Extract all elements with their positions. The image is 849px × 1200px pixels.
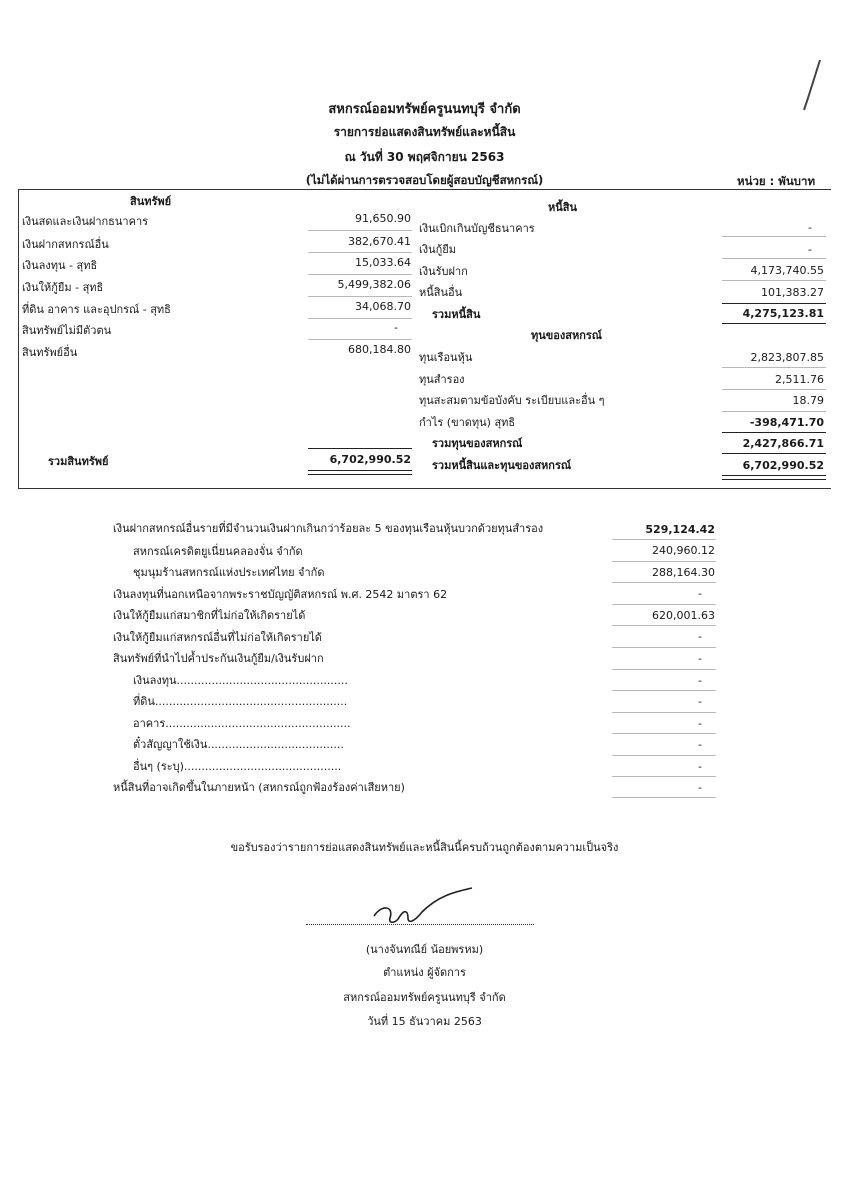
liability-label: เงินรับฝาก <box>419 265 468 278</box>
liability-label: เงินกู้ยืม <box>419 243 457 256</box>
note-value: - <box>698 781 702 794</box>
note-label: เงินให้กู้ยืมแก่สหกรณ์อื่นที่ไม่ก่อให้เกิดรายได้ <box>113 631 322 644</box>
note-label: เงินฝากสหกรณ์อื่นรายที่มีจำนวนเงินฝากเกินกว่าร้อยละ 5 ของทุนเรือนหุ้นบวกด้วยทุนสำรอง <box>113 522 544 535</box>
total-liabilities-label: รวมหนี้สิน <box>432 308 481 321</box>
note-label: เงินลงทุน................................................. <box>133 674 348 687</box>
total-equity-value: 2,427,866.71 <box>742 437 824 450</box>
asset-value: 34,068.70 <box>355 300 411 313</box>
liability-value: 101,383.27 <box>761 286 824 299</box>
liability-label: หนี้สินอื่น <box>419 286 463 299</box>
note-value: 529,124.42 <box>645 523 715 536</box>
note-label: สินทรัพย์ที่นำไปค้ำประกันเงินกู้ยืม/เงินรับฝาก <box>113 652 324 665</box>
asset-label: เงินฝากสหกรณ์อื่น <box>22 238 109 251</box>
asset-label: ที่ดิน อาคาร และอุปกรณ์ - สุทธิ <box>22 303 171 316</box>
total-liabilities-value: 4,275,123.81 <box>742 307 824 320</box>
signer-position: ตำแหน่ง ผู้จัดการ <box>383 966 466 979</box>
signature-mark <box>368 886 478 936</box>
asset-label: เงินลงทุน - สุทธิ <box>22 259 98 272</box>
total-assets-label: รวมสินทรัพย์ <box>48 455 109 468</box>
equity-label: ทุนเรือนหุ้น <box>419 351 473 364</box>
asset-label: เงินสดและเงินฝากธนาคาร <box>22 215 149 228</box>
certification-text: ขอรับรองว่ารายการย่อแสดงสินทรัพย์และหนี้สินนี้ครบถ้วนถูกต้องตามความเป็นจริง <box>230 841 619 854</box>
note-label: ที่ดิน....................................................... <box>133 695 348 708</box>
org-name: สหกรณ์ออมทรัพย์ครูนนทบุรี จำกัด <box>328 102 521 117</box>
note-value: - <box>698 717 702 730</box>
note-value: - <box>698 695 702 708</box>
liability-label: เงินเบิกเกินบัญชีธนาคาร <box>419 222 535 235</box>
equity-value: 2,823,807.85 <box>750 351 824 364</box>
note-value: 620,001.63 <box>652 609 715 622</box>
note-label: หนี้สินที่อาจเกิดขึ้นในภายหน้า (สหกรณ์ถูกฟ้องร้องค่าเสียหาย) <box>113 781 405 794</box>
grand-total-label: รวมหนี้สินและทุนของสหกรณ์ <box>432 459 572 472</box>
note-value: 240,960.12 <box>652 544 715 557</box>
signer-org: สหกรณ์ออมทรัพย์ครูนนทบุรี จำกัด <box>343 991 506 1004</box>
equity-value: 18.79 <box>792 394 824 407</box>
signer-date: วันที่ 15 ธันวาคม 2563 <box>367 1015 482 1028</box>
equity-label: ทุนสะสมตามข้อบังคับ ระเบียบและอื่น ๆ <box>419 394 605 407</box>
note-label: อื่นๆ (ระบุ)............................................. <box>133 760 342 773</box>
report-date: ณ วันที่ 30 พฤศจิกายน 2563 <box>344 150 505 164</box>
asset-value: 382,670.41 <box>348 235 411 248</box>
asset-value: - <box>394 321 398 334</box>
total-assets-value: 6,702,990.52 <box>329 453 411 466</box>
liability-value: - <box>808 243 812 256</box>
note-value: - <box>698 738 702 751</box>
liabilities-heading: หนี้สิน <box>548 201 578 214</box>
note-value: - <box>698 630 702 643</box>
asset-value: 5,499,382.06 <box>337 278 411 291</box>
equity-value: 2,511.76 <box>775 373 824 386</box>
total-equity-label: รวมทุนของสหกรณ์ <box>432 437 523 450</box>
unit-label: หน่วย : พันบาท <box>737 174 816 188</box>
note-value: - <box>698 674 702 687</box>
asset-value: 91,650.90 <box>355 212 411 225</box>
signer-name: (นางจันทณีย์ น้อยพรหม) <box>365 943 484 956</box>
note-label: ชุมนุมร้านสหกรณ์แห่งประเทศไทย จำกัด <box>133 566 325 579</box>
note-label: อาคาร..................................................... <box>133 717 351 730</box>
asset-label: สินทรัพย์ไม่มีตัวตน <box>22 324 112 337</box>
assets-heading: สินทรัพย์ <box>130 195 172 208</box>
liability-value: - <box>808 221 812 234</box>
liability-value: 4,173,740.55 <box>750 264 824 277</box>
scan-mark <box>790 58 830 118</box>
report-title: รายการย่อแสดงสินทรัพย์และหนี้สิน <box>333 125 516 139</box>
note-label: เงินให้กู้ยืมแก่สมาชิกที่ไม่ก่อให้เกิดรายได้ <box>113 609 306 622</box>
equity-value: -398,471.70 <box>749 416 824 429</box>
equity-heading: ทุนของสหกรณ์ <box>531 329 603 342</box>
note-value: - <box>698 587 702 600</box>
note-label: ตั๋วสัญญาใช้เงิน....................................... <box>133 738 344 751</box>
asset-value: 680,184.80 <box>348 343 411 356</box>
grand-total-value: 6,702,990.52 <box>742 459 824 472</box>
asset-label: สินทรัพย์อื่น <box>22 346 78 359</box>
equity-label: กำไร (ขาดทุน) สุทธิ <box>419 416 516 429</box>
equity-label: ทุนสำรอง <box>419 373 465 386</box>
audit-note: (ไม่ได้ผ่านการตรวจสอบโดยผู้สอบบัญชีสหกรณ์) <box>305 173 544 187</box>
asset-label: เงินให้กู้ยืม - สุทธิ <box>22 281 104 294</box>
note-label: สหกรณ์เครดิตยูเนี่ยนคลองจั่น จำกัด <box>133 545 303 558</box>
note-value: 288,164.30 <box>652 566 715 579</box>
note-label: เงินลงทุนที่นอกเหนือจากพระราชบัญญัติสหกรณ์ พ.ศ. 2542 มาตรา 62 <box>113 588 448 601</box>
note-value: - <box>698 760 702 773</box>
note-value: - <box>698 652 702 665</box>
asset-value: 15,033.64 <box>355 256 411 269</box>
